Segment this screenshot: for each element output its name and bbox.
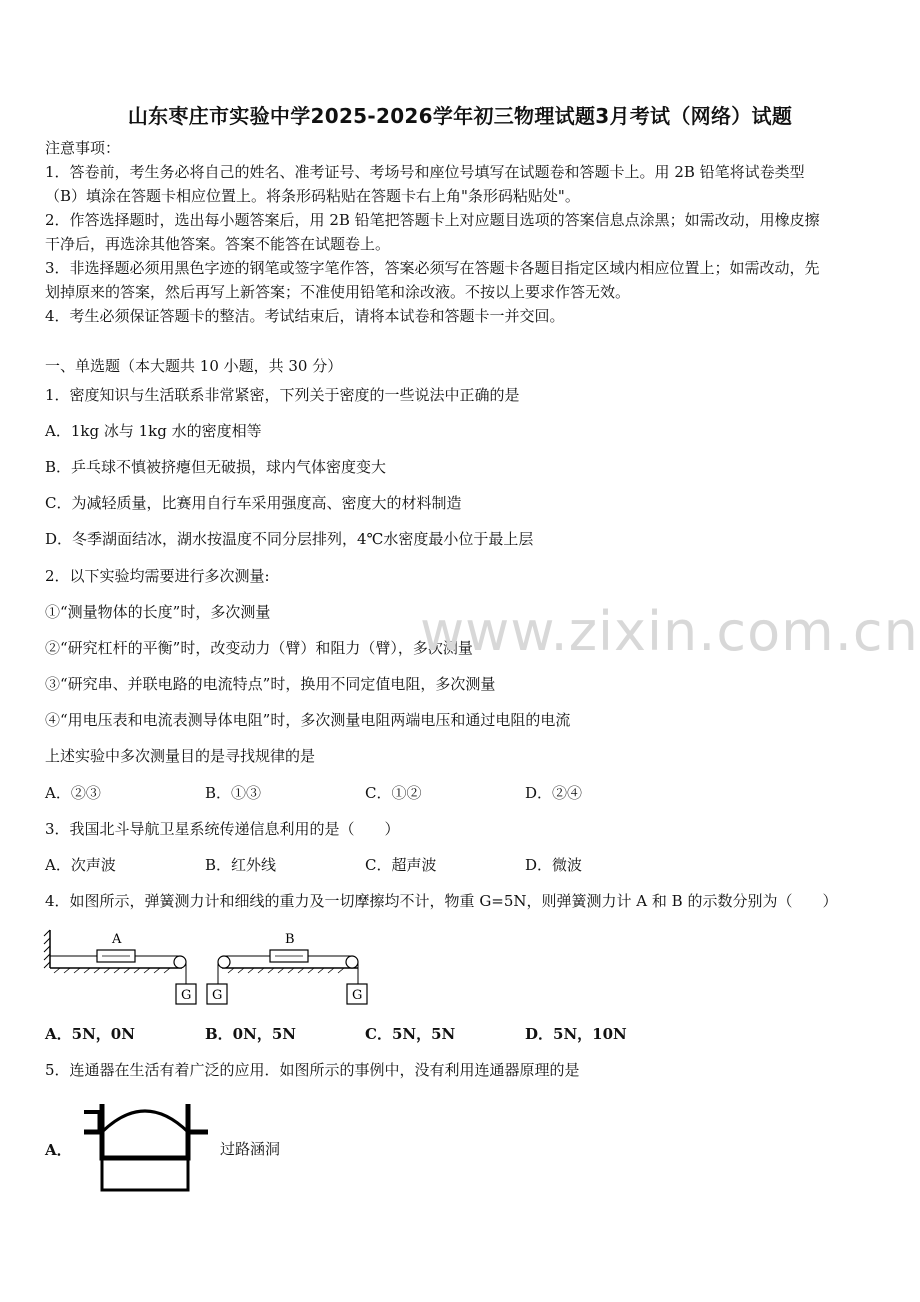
q1-option-a: A．1kg 冰与 1kg 水的密度相等 [45, 422, 262, 440]
q3-option-d: D．微波 [525, 856, 583, 874]
spring-scale-figure [42, 928, 382, 1012]
q2-option-c: C．①② [365, 784, 422, 802]
page-title: 山东枣庄市实验中学2025-2026学年初三物理试题3月考试（网络）试题 [127, 104, 793, 128]
notice-line: 2．作答选择题时，选出每小题答案后，用 2B 铅笔把答题卡上对应题目选项的答案信息点涂黑；如需改动，用橡皮擦 [45, 211, 820, 229]
wall-hatch [44, 930, 50, 968]
q4-stem: 4．如图所示，弹簧测力计和细线的重力及一切摩擦均不计，物重 G=5N，则弹簧测力计 A 和 B 的示数分别为（ ） [45, 892, 838, 910]
q4-option-d: D．5N，10N [525, 1025, 627, 1043]
pulley [174, 956, 186, 968]
scale-b-label: B [285, 932, 295, 947]
q4-option-a: A．5N，0N [45, 1025, 135, 1043]
weight-label: G [181, 988, 192, 1003]
q5-option-a-label: A． [45, 1141, 72, 1159]
q5-option-a-caption: 过路涵洞 [220, 1140, 281, 1158]
q2-option-d: D．②④ [525, 784, 583, 802]
section-heading: 一、单选题（本大题共 10 小题，共 30 分） [45, 357, 343, 375]
q2-item-2: ②“研究杠杆的平衡”时，改变动力（臂）和阻力（臂），多次测量 [45, 639, 473, 657]
q1-option-c: C．为减轻质量，比赛用自行车采用强度高、密度大的材料制造 [45, 494, 462, 512]
q3-option-b: B．红外线 [205, 856, 277, 874]
notice-line: 4．考生必须保证答题卡的整洁。考试结束后，请将本试卷和答题卡一并交回。 [45, 307, 565, 325]
q1-stem: 1．密度知识与生活联系非常紧密，下列关于密度的一些说法中正确的是 [45, 386, 520, 404]
pulley [346, 956, 358, 968]
q2-item-1: ①“测量物体的长度”时，多次测量 [45, 603, 271, 621]
q1-option-d: D．冬季湖面结冰，湖水按温度不同分层排列，4℃水密度最小位于最上层 [45, 530, 534, 548]
watermark: www.zixin.com.cn [420, 600, 919, 663]
scale-a-label: A [112, 932, 122, 947]
notice-line: 1．答卷前，考生务必将自己的姓名、准考证号、考场号和座位号填写在试题卷和答题卡上。用 2B 铅笔将试卷类型 [45, 163, 805, 181]
q2-item-4: ④“用电压表和电流表测导体电阻”时，多次测量电阻两端电压和通过电阻的电流 [45, 711, 571, 729]
q4-option-b: B．0N，5N [205, 1025, 296, 1043]
q2-option-a: A．②③ [45, 784, 101, 802]
road-arch [102, 1111, 188, 1132]
notice-heading: 注意事项： [45, 139, 121, 157]
q3-option-c: C．超声波 [365, 856, 437, 874]
weight-label: G [212, 988, 223, 1003]
q2-item-3: ③“研究串、并联电路的电流特点”时，换用不同定值电阻，多次测量 [45, 675, 496, 693]
q1-option-b: B．乒乓球不慎被挤瘪但无破损，球内气体密度变大 [45, 458, 387, 476]
notice-line: 干净后，再选涂其他答案。答案不能答在试题卷上。 [45, 235, 391, 253]
culvert-figure [80, 1098, 215, 1193]
q2-option-b: B．①③ [205, 784, 262, 802]
notice-line: （B）填涂在答题卡相应位置上。将条形码粘贴在答题卡右上角"条形码粘贴处"。 [45, 187, 580, 205]
notice-line: 3．非选择题必须用黑色字迹的钢笔或签字笔作答，答案必须写在答题卡各题目指定区域内相应位置上；如需改动，先 [45, 259, 820, 277]
q2-stem: 2．以下实验均需要进行多次测量: [45, 567, 270, 585]
q4-option-c: C．5N，5N [365, 1025, 456, 1043]
pulley [218, 956, 230, 968]
q3-option-a: A．次声波 [45, 856, 116, 874]
q5-stem: 5．连通器在生活有着广泛的应用．如图所示的事例中，没有利用连通器原理的是 [45, 1061, 580, 1079]
weight-label: G [352, 988, 363, 1003]
q2-question: 上述实验中多次测量目的是寻找规律的是 [45, 747, 316, 765]
q3-stem: 3．我国北斗导航卫星系统传递信息利用的是（ ） [45, 820, 400, 838]
notice-line: 划掉原来的答案，然后再写上新答案；不准使用铅笔和涂改液。不按以上要求作答无效。 [45, 283, 631, 301]
